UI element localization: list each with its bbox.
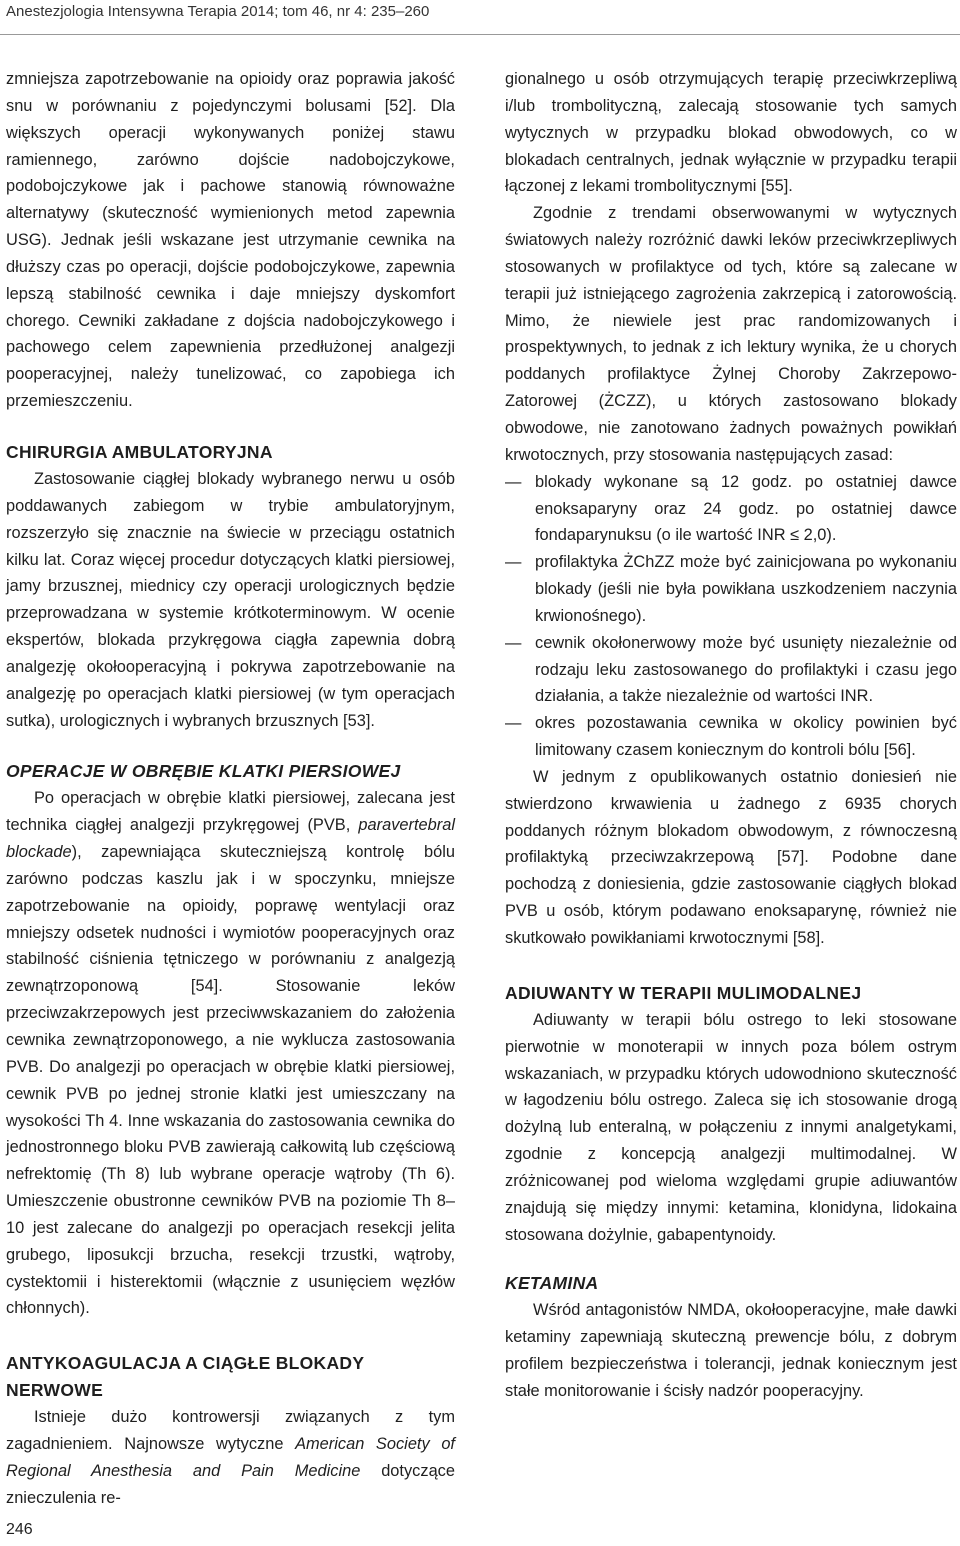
paragraph: Po operacjach w obrębie klatki piersiowej, zalecana jest technika ciągłej analgezji przykręgowej (PVB, paravertebral blockade), zapewniająca skuteczniejszą kontrolę bólu zarówno podczas kaszlu jak i w spoczynku, mniejsze zapotrzebowanie na opioidy, poprawę wentylacji oraz mniejszy odsetek nudności i wymiotów pooperacyjnych oraz stabilność ciśnienia tętniczego w porównaniu z analgezją zewnątrzoponową [54]. Stosowanie leków przeciwzakrzepowych jest przeciwwskazaniem do założenia cewnika zewnątrzoponowego, a nie wyklucza zastosowania PVB. Do analgezji po operacjach w obrębie klatki piersiowej, cewnik PVB po jednej stronie klatki jest umieszczany na wysokości Th 4. Inne wskazania do zastosowania cewnika do jednostronnego bloku PVB zawierają całkowitą lub częściową nefrektomię (Th 8) lub wybrane operacje wątroby (Th 6). Umieszczenie obustronne cewników PVB na poziomie Th 8–10 jest zalecane do analgezji po operacjach resekcji jelita grubego, liposukcji brzucha, resekcji trzustki, wątroby, cystektomii i histerektomii (włącznie z usunięciem węzłów chłonnych). — [6, 789, 455, 1318]
italic-term: paravertebral blockade — [6, 816, 455, 862]
list-item: — cewnik okołonerwowy może być usunięty niezależnie od rodzaju leku zastosowanego do profilaktyki i czasu jego działania, a także niezależnie od wartości INR. — [505, 630, 957, 711]
dash-bullet: — — [505, 472, 522, 491]
page-number: 246 — [6, 1521, 33, 1538]
paragraph: W jednym z opublikowanych ostatnio doniesień nie stwierdzono krwawienia u żadnego z 6935 chorych poddanych różnym blokadom obwodowym, z równoczesną profilaktyką przeciwzakrzepową [57]. Podobne dane pochodzą z doniesienia, gdzie zastosowanie ciągłych blokad PVB u osób, którym podawano enoksaparynę, również nie skutkowało powikłaniami krwotocznymi [58]. — [505, 767, 957, 947]
italic-term: American Society of Regional Anesthesia and Pain Medicine — [6, 1435, 455, 1480]
paragraph: Adiuwanty w terapii bólu ostrego to leki stosowane pierwotnie w monoterapii w innych poza bólem ostrym wskazaniach, w przypadku których udowodniono skuteczność w łagodzeniu bólu ostrego. Zaleca się ich stosowanie drogą dożylną lub enteralną, w połączeniu z innymi analgetykami, zgodnie z koncepcją analgezji multimodalnej. W zróżnicowanej pod wieloma względami grupie adiuwantów znajdują się między innymi: ketamina, klonidyna, lidokaina stosowana dożylnie, gabapentynoidy. — [505, 1010, 957, 1244]
dash-bullet: — — [505, 633, 522, 652]
right-column — [505, 66, 957, 1405]
running-head: Anestezjologia Intensywna Terapia 2014; tom 46, nr 4: 235–260 — [6, 3, 430, 20]
section-heading-adjuvants: ADIUWANTY W TERAPII MULIMODALNEJ — [505, 982, 862, 1003]
paragraph: gionalnego u osób otrzymujących terapię przeciwkrzepliwą i/lub trombolityczną, zalecają stosowanie tych samych wytycznych w przypadku blokad obwodowych, co w blokadach centralnych, jednak wyłącznie w przypadku terapii łączonej z lekami trombolitycznymi [55]. — [505, 70, 957, 196]
left-column — [6, 66, 455, 1512]
section-heading-ambulatory-surgery: CHIRURGIA AMBULATORYJNA — [6, 441, 273, 462]
list-item: — profilaktyka ŻChZZ może być zainicjowana po wykonaniu blokady (jeśli nie była powikłana uszkodzeniem naczynia krwionośnego). — [505, 549, 957, 630]
list-item: — okres pozostawania cewnika w okolicy powinien być limitowany czasem koniecznym do kontroli bólu [56]. — [505, 710, 957, 764]
section-heading-ketamine: KETAMINA — [505, 1273, 599, 1294]
paragraph: Wśród antagonistów NMDA, okołooperacyjne, małe dawki ketaminy zapewniają skuteczną prewencje bólu, z dobrym profilem bezpieczeństwa i tolerancji, jednak koniecznym jest stałe monitorowanie i ścisły nadzór pooperacyjny. — [505, 1301, 957, 1400]
dash-bullet: — — [505, 553, 522, 572]
header-rule — [0, 34, 960, 35]
paragraph: Istnieje dużo kontrowersji związanych z tym zagadnieniem. Najnowsze wytyczne American Society of Regional Anesthesia and Pain Medicine dotyczące znieczulenia re- — [6, 1408, 455, 1507]
paragraph: Zgodnie z trendami obserwowanymi w wytycznych światowych należy rozróżnić dawki leków przeciwkrzepliwych stosowanych w profilaktyce od tych, które są zalecane w terapii już istniejącego zagrożenia zakrzepicą i zatorowością. Mimo, że niewiele jest prac randomizowanych i prospektywnych, to jednak z ich lektury wynika, że u chorych poddanych profilaktyce Żylnej Choroby Zakrzepowo-Zatorowej (ŻCZZ), u których zastosowano blokady obwodowe, nie zanotowano żadnych poważnych powikłań krwotocznych, przy stosowania następujących zasad: — [505, 204, 957, 464]
section-heading-anticoagulation: ANTYKOAGULACJA A CIĄGŁE BLOKADY NERWOWE — [6, 1353, 365, 1401]
paragraph: zmniejsza zapotrzebowanie na opioidy oraz poprawia jakość snu w porównaniu z pojedynczymi bolusami [52]. Dla większych operacji wykonywanych poniżej stawu ramiennego, zarówno dojście nadobojczykowe, podobojczykowe jak i pachowe stanowią równoważne alternatywy (skuteczność wymienionych metod zapewnia USG). Jednak jeśli wskazane jest utrzymanie cewnika na dłuższy czas po operacji, dojście podobojczykowe, zapewnia lepszą stabilność cewnika i daje mniejszy dyskomfort chorego. Cewniki zakładane z dojścia nadobojczykowego i pachowego celem zapewnienia przedłużonej analgezji pooperacyjnej, należy tunelizować, co zapobiega ich przemieszczeniu. — [6, 70, 455, 411]
dash-list — [505, 469, 957, 764]
paragraph: Zastosowanie ciągłej blokady wybranego nerwu u osób poddawanych zabiegom w trybie ambulatoryjnym, rozszerzyło się znacznie na świecie w przeciągu ostatnich kilku lat. Coraz więcej procedur dotyczących klatki piersiowej, jamy brzusznej, miednicy czy operacji urologicznych będzie przeprowadzana w systemie krótkoterminowym. W ocenie ekspertów, blokada przykręgowa ciągła zapewnia dobrą analgezję okołooperacyjną i pokrywa zapotrzebowanie na analgezję po operacjach klatki piersiowej (w tym operacjach sutka), urologicznych i wybranych brzusznych [53]. — [6, 469, 455, 730]
dash-bullet: — — [505, 714, 522, 733]
section-heading-thoracic-surgery: OPERACJE W OBRĘBIE KLATKI PIERSIOWEJ — [6, 761, 401, 782]
list-item: — blokady wykonane są 12 godz. po ostatniej dawce enoksaparyny oraz 24 godz. po ostatniej dawce fondaparynuksu (o ile wartość INR ≤ 2,0). — [505, 469, 957, 550]
